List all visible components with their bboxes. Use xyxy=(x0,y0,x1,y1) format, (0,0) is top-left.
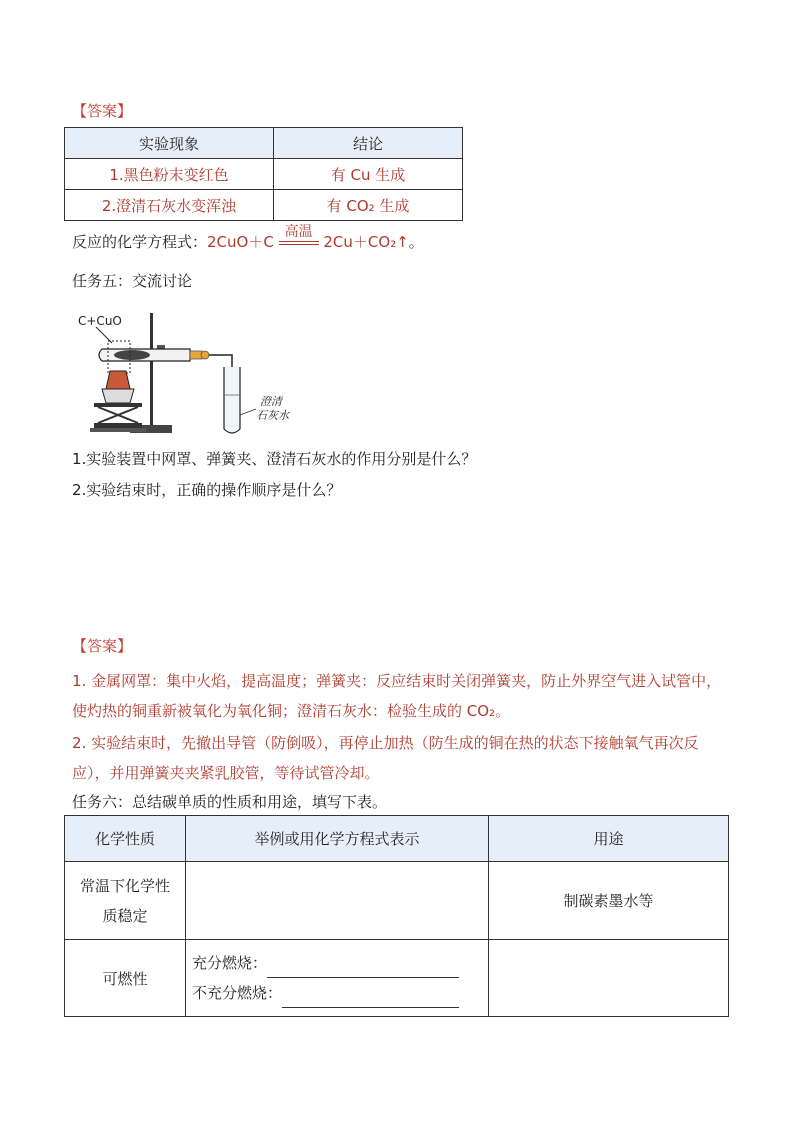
equation-condition: 高温 xyxy=(284,224,313,240)
combustion-cell xyxy=(186,940,489,1017)
table-row xyxy=(65,190,463,221)
task5-question-1: 1.实验装置中网罩、弹簧夹、澄清石灰水的作用分别是什么？ xyxy=(72,450,477,468)
stand-rod xyxy=(150,313,153,431)
table-cell-blank[interactable] xyxy=(489,940,729,1017)
equation-prefix: 反应的化学方程式： xyxy=(72,233,208,251)
flame-icon xyxy=(106,371,130,389)
table-row xyxy=(65,862,729,940)
task5-question-2: 2.实验结束时，正确的操作顺序是什么？ xyxy=(72,481,342,499)
figure-label-lime-water-1: 澄清 xyxy=(260,395,282,408)
equation-right: 2Cu＋CO₂↑ xyxy=(323,233,409,251)
table-cell: 制碳素墨水等 xyxy=(489,862,729,940)
table-cell: 有 CO₂ 生成 xyxy=(274,190,463,221)
rubber-tube xyxy=(190,351,202,359)
table-header-cell: 结论 xyxy=(274,128,463,159)
table-header-cell: 实验现象 xyxy=(65,128,274,159)
table-cell: 1.黑色粉末变红色 xyxy=(65,159,274,190)
equation-left: 2CuO＋C xyxy=(207,233,274,251)
figure-label-reactants: C+CuO xyxy=(78,314,122,328)
spring-clip-icon xyxy=(201,351,209,359)
table-row xyxy=(65,940,729,1017)
full-burn-label: 充分燃烧： xyxy=(192,954,268,972)
task5-title: 任务五：交流讨论 xyxy=(72,272,193,290)
table-cell: 可燃性 xyxy=(65,940,186,1017)
table-header-cell: 举例或用化学方程式表示 xyxy=(186,816,489,862)
lime-water-tube xyxy=(224,367,240,433)
lab-jack-icon xyxy=(98,407,138,423)
full-burn-blank[interactable] xyxy=(267,963,459,978)
table-header-row xyxy=(65,816,729,862)
table-row xyxy=(65,159,463,190)
answer2-paragraph-1: 1. 金属网罩：集中火焰，提高温度；弹簧夹：反应结束时关闭弹簧夹，防止外界空气进入试管中，使灼热的铜重新被氧化为氧化铜；澄清石灰水：检验生成的 CO₂。 xyxy=(72,672,722,720)
equation-end: 。 xyxy=(408,233,424,251)
reaction-equation xyxy=(72,224,424,252)
table-cell: 有 Cu 生成 xyxy=(274,159,463,190)
reactant-powder xyxy=(114,350,150,360)
table-cell: 常温下化学性质稳定 xyxy=(65,862,186,940)
answer2-paragraph-2: 2. 实验结束时，先撤出导管（防倒吸），再停止加热（防生成的铜在热的状态下接触氧气再次反应），并用弹簧夹夹紧乳胶管，等待试管冷却。 xyxy=(72,734,699,782)
incomplete-burn-blank[interactable] xyxy=(282,993,459,1008)
answer-tag-1: 【答案】 xyxy=(72,102,133,120)
table-cell-blank[interactable] xyxy=(186,862,489,940)
alcohol-lamp-icon xyxy=(102,389,134,403)
table-header-cell: 化学性质 xyxy=(65,816,186,862)
carbon-properties-table xyxy=(64,815,729,1017)
result-table xyxy=(64,127,463,221)
answer-tag-2: 【答案】 xyxy=(72,637,133,655)
table-cell: 2.澄清石灰水变浑浊 xyxy=(65,190,274,221)
table-header-row xyxy=(65,128,463,159)
equation-condition-bar xyxy=(279,224,319,252)
figure-label-lime-water-2: 石灰水 xyxy=(256,409,289,422)
table-header-cell: 用途 xyxy=(489,816,729,862)
task6-title: 任务六：总结碳单质的性质和用途，填写下表。 xyxy=(72,793,388,811)
apparatus-figure xyxy=(72,305,322,440)
incomplete-burn-label: 不充分燃烧： xyxy=(192,984,283,1002)
